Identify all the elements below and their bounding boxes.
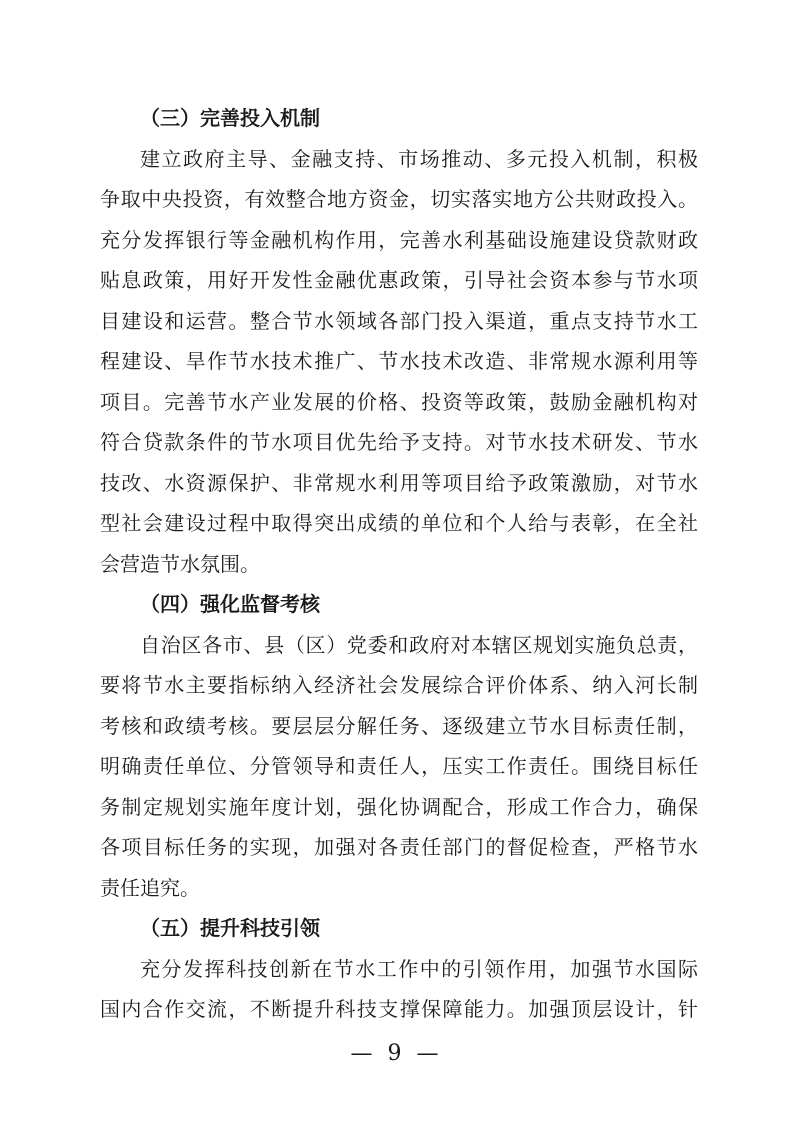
text-line: 项目。完善节水产业发展的价格、投资等政策，鼓励金融机构对 (100, 389, 698, 414)
section-heading-3: （三）完善投入机制 (140, 106, 320, 130)
text-line: 各项目标任务的实现，加强对各责任部门的督促检查，严格节水 (100, 835, 698, 859)
text-line: 程建设、旱作节水技术推广、节水技术改造、非常规水源利用等 (100, 349, 698, 373)
text-line: 贴息政策，用好开发性金融优惠政策，引导社会资本参与节水项 (100, 268, 698, 292)
text-line: 会营造节水氛围。 (100, 551, 260, 576)
section-paragraph-5 (100, 949, 698, 1030)
text-line: 自治区各市、县（区）党委和政府对本辖区规划实施负总责， (140, 632, 698, 657)
text-line: 符合贷款条件的节水项目优先给予支持。对节水技术研发、节水 (100, 430, 698, 454)
section-paragraph-4 (100, 625, 698, 909)
text-line: 技改、水资源保护、非常规水利用等项目给予政策激励，对节水 (100, 470, 698, 495)
section-paragraph-3 (100, 139, 698, 585)
text-line: 充分发挥银行等金融机构作用，完善水利基础设施建设贷款财政 (100, 227, 698, 252)
text-line: 目建设和运营。整合节水领域各部门投入渠道，重点支持节水工 (100, 308, 698, 333)
text-line: 国内合作交流，不断提升科技支撑保障能力。加强顶层设计，针 (100, 997, 698, 1021)
text-line: 明确责任单位、分管领导和责任人，压实工作责任。围绕目标任 (100, 754, 698, 778)
text-line: 务制定规划实施年度计划，强化协调配合，形成工作合力，确保 (100, 794, 698, 819)
text-line: 型社会建设过程中取得突出成绩的单位和个人给与表彰，在全社 (100, 511, 698, 535)
section-heading-5: （五）提升科技引领 (140, 916, 320, 940)
text-line: 争取中央投资，有效整合地方资金，切实落实地方公共财政投入。 (100, 187, 698, 211)
page-content (100, 98, 698, 1030)
text-line: 充分发挥科技创新在节水工作中的引领作用，加强节水国际 (140, 956, 698, 981)
text-line: 责任追究。 (100, 875, 200, 900)
page-number: — 9 — (350, 1041, 443, 1066)
text-line: 考核和政绩考核。要层层分解任务、逐级建立节水目标责任制， (100, 713, 698, 738)
text-line: 要将节水主要指标纳入经济社会发展综合评价体系、纳入河长制 (100, 673, 698, 697)
text-line: 建立政府主导、金融支持、市场推动、多元投入机制，积极 (140, 146, 698, 171)
section-heading-4: （四）强化监督考核 (140, 592, 320, 616)
